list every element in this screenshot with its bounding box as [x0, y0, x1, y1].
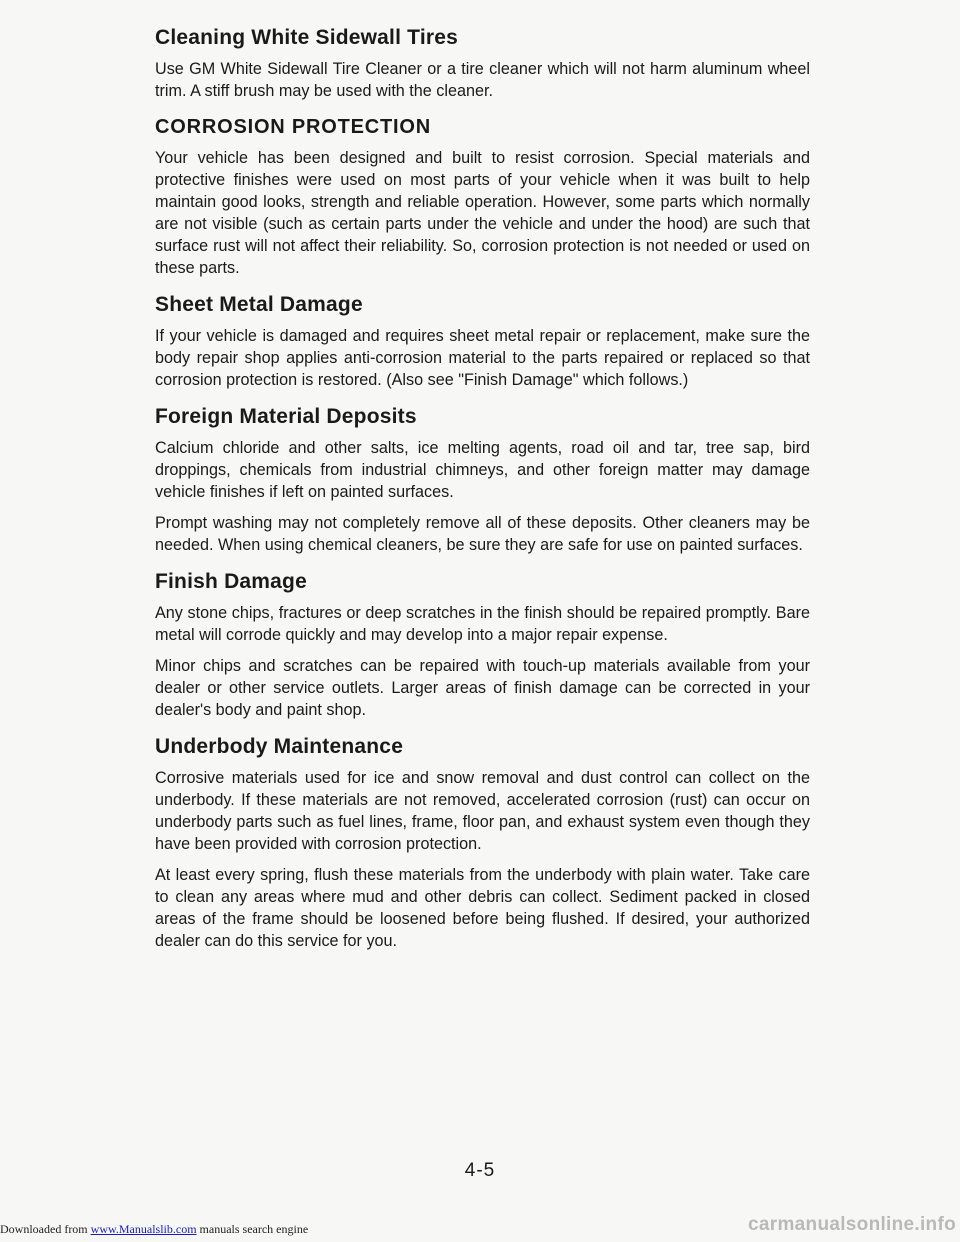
footer-prefix: Downloaded from: [0, 1222, 91, 1236]
manualslib-link[interactable]: www.Manualslib.com: [90, 1222, 197, 1236]
paragraph: Prompt washing may not completely remove all of these deposits. Other cleaners may be needed. When using chemical cleaners, be sure they are safe for use on painted surfaces.: [155, 514, 810, 554]
section-cleaning-whitewall: [155, 26, 810, 102]
section-finish-damage: [155, 570, 810, 721]
heading-underbody-maintenance: Underbody Maintenance: [155, 735, 404, 758]
watermark: carmanualsonline.info: [748, 1214, 956, 1235]
heading-finish-damage: Finish Damage: [155, 570, 307, 593]
footer-suffix: manuals search engine: [196, 1222, 309, 1236]
paragraph: Corrosive materials used for ice and snow removal and dust control can collect on the underbody. If these materials are not removed, accelerated corrosion (rust) can occur on underbody parts such as fuel lines, frame, floor pan, and exhaust system even though they have been provided with corrosion protection.: [155, 769, 810, 853]
section-sheet-metal-damage: [155, 293, 810, 391]
paragraph: At least every spring, flush these materials from the underbody with plain water. Take care to clean any areas where mud and other debris can collect. Sediment packed in closed areas of the frame should be loosened before being flushed. If desired, your authorized dealer can do this service for you.: [155, 866, 810, 950]
page-number: 4-5: [464, 1160, 496, 1181]
section-underbody-maintenance: [155, 735, 810, 952]
heading-cleaning-whitewall: Cleaning White Sidewall Tires: [155, 26, 458, 49]
section-foreign-material: [155, 405, 810, 556]
heading-sheet-metal-damage: Sheet Metal Damage: [155, 293, 363, 316]
section-corrosion-protection: [155, 116, 810, 279]
paragraph: Use GM White Sidewall Tire Cleaner or a tire cleaner which will not harm aluminum wheel trim. A stiff brush may be used with the cleaner.: [155, 60, 810, 100]
paragraph: Your vehicle has been designed and built to resist corrosion. Special materials and protective finishes were used on most parts of your vehicle when it was built to help maintain good looks, strength and reliable operation. However, some parts which normally are not visible (such as certain parts under the vehicle and under the hood) are such that surface rust will not affect their reliability. So, corrosion protection is not needed or used on these parts.: [155, 149, 810, 277]
paragraph: Calcium chloride and other salts, ice melting agents, road oil and tar, tree sap, bird droppings, chemicals from industrial chimneys, and other foreign matter may damage vehicle finishes if left on painted surfaces.: [155, 439, 810, 501]
heading-foreign-material: Foreign Material Deposits: [155, 405, 417, 428]
paragraph: Minor chips and scratches can be repaired with touch-up materials available from your dealer or other service outlets. Larger areas of finish damage can be corrected in your dealer's body and paint shop.: [155, 657, 810, 719]
heading-corrosion-protection: CORROSION PROTECTION: [155, 116, 432, 138]
paragraph: If your vehicle is damaged and requires sheet metal repair or replacement, make sure the body repair shop applies anti-corrosion material to the parts repaired or replaced so that corrosion protection is restored. (Also see "Finish Damage" which follows.): [155, 327, 810, 389]
manual-page: [155, 26, 810, 966]
download-footer: [0, 1222, 308, 1237]
paragraph: Any stone chips, fractures or deep scratches in the finish should be repaired promptly. Bare metal will corrode quickly and may develop into a major repair expense.: [155, 604, 810, 644]
